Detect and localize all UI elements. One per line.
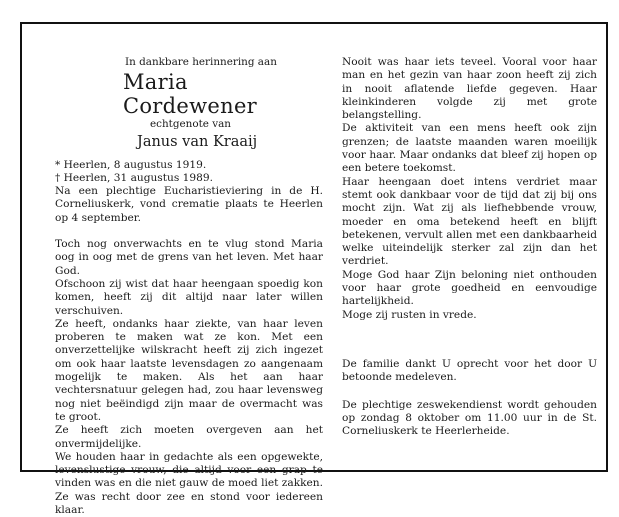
- intro-line: In dankbare herinnering aan: [125, 56, 277, 68]
- birth-line: * Heerlen, 8 augustus 1919.: [55, 158, 207, 171]
- left-paragraph-3: Ze heeft, ondanks haar ziekte, van haar leven proberen te maken wat ze kon. Met een onverzettelijke wilskracht heeft zij zich ingezet om ook haar laatste levensdagen zo aangenaam mogelijk te maken. Als het aan haar vechtersnatuur gelegen had, zou haar levensweg nog niet beëindigd zijn maar de overmacht was te groot.: [55, 317, 323, 423]
- right-paragraph-2: De aktiviteit van een mens heeft ook zijn grenzen; de laatste maanden waren moeilijk voor haar. Maar ondanks dat bleef zij hopen op een betere toekomst.: [342, 122, 597, 175]
- right-paragraph-5: Moge zij rusten in vrede.: [342, 308, 477, 321]
- spouse-name: Janus van Kraaij: [137, 133, 258, 150]
- spouse-label: echtgenote van: [150, 118, 231, 131]
- right-paragraph-3: Haar heengaan doet intens verdriet maar stemt ook dankbaar voor de tijd dat zij bij ons mocht zijn. Wat zij als liefhebbende vrouw, moeder en oma betekend heeft en blijft betekenen, vervult allen met een dankbaarheid welke uiteindelijk sterker zal zijn dan het verdriet.: [342, 175, 597, 268]
- right-page: [342, 56, 597, 438]
- left-paragraph-1: Toch nog onverwachts en te vlug stond Maria oog in oog met de grens van het leven. Met haar God.: [55, 238, 323, 277]
- death-line: † Heerlen, 31 augustus 1989.: [55, 171, 213, 184]
- left-page: [55, 56, 323, 517]
- left-paragraph-4: Ze heeft zich moeten overgeven aan het onvermijdelijke.: [55, 424, 323, 450]
- right-paragraph-4: Moge God haar Zijn beloning niet onthouden voor haar grote goedheid en eenvoudige hartelijkheid.: [342, 268, 597, 308]
- left-paragraph-5: We houden haar in gedachte als een opgewekte, levenslustige vrouw, die altijd voor een grap te vinden was en die niet gauw de moed liet zakken. Ze was recht door zee en stond voor iedereen klaar.: [55, 450, 323, 517]
- left-paragraph-2: Ofschoon zij wist dat haar heengaan spoedig kon komen, heeft zij dit altijd naar later willen verschuiven.: [55, 277, 323, 317]
- right-paragraph-1: Nooit was haar iets teveel. Vooral voor haar man en het gezin van haar zoon heeft zij zich in nooit aflatende liefde gegeven. Haar kleinkinderen volgde zij met grote belangstelling.: [342, 56, 597, 122]
- cremation-text: Na een plechtige Eucharistieviering in de H. Corneliuskerk, vond crematie plaats te Heerlen op 4 september.: [55, 185, 323, 224]
- service-announcement: De plechtige zeswekendienst wordt gehouden op zondag 8 oktober om 11.00 uur in de St. Corneliuskerk te Heerlerheide.: [342, 398, 597, 438]
- memorial-card: [20, 22, 608, 517]
- deceased-name: Maria Cordewener: [123, 70, 258, 119]
- thanks-text: De familie dankt U oprecht voor het door U betoonde medeleven.: [342, 357, 597, 384]
